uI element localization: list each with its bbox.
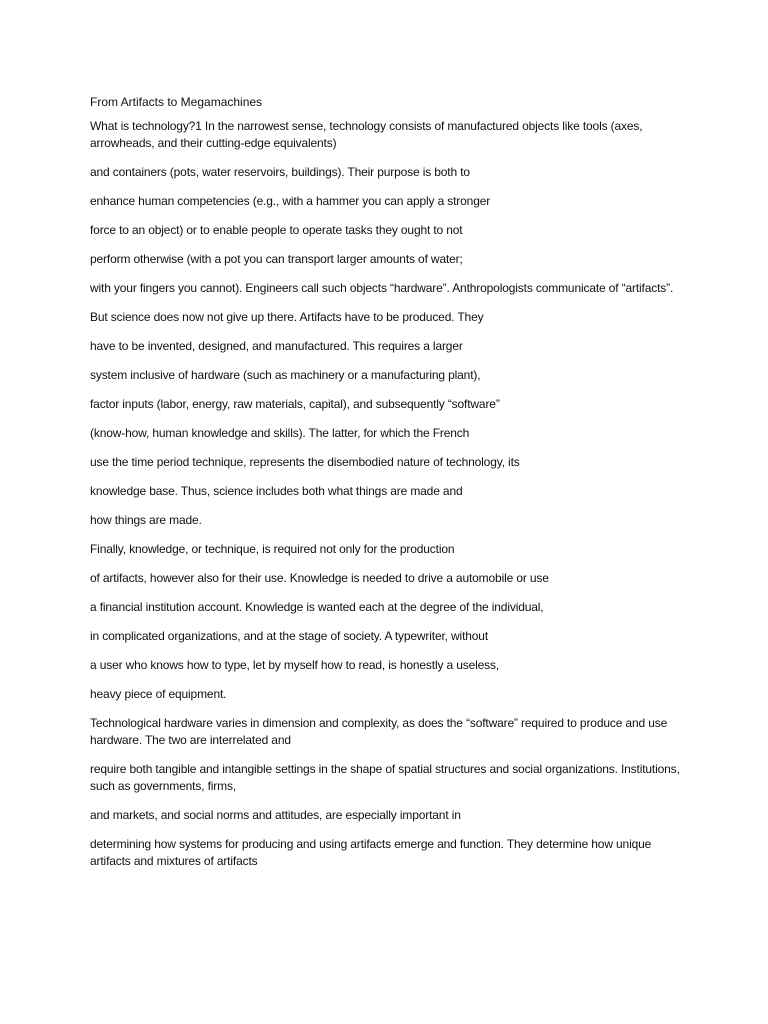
paragraph: factor inputs (labor, energy, raw materials, capital), and subsequently “software” (90, 397, 500, 411)
paragraph: enhance human competencies (e.g., with a hammer you can apply a stronger (90, 194, 491, 208)
paragraph: require both tangible and intangible settings in the shape of spatial structures and social organizations. Institutions, such as governments, firms, (90, 762, 680, 793)
paragraph: (know-how, human knowledge and skills). The latter, for which the French (90, 426, 470, 440)
paragraph: a user who knows how to type, let by myself how to read, is honestly a useless, (90, 658, 500, 672)
paragraph: heavy piece of equipment. (90, 687, 227, 701)
document-page (90, 94, 690, 882)
paragraph: in complicated organizations, and at the stage of society. A typewriter, without (90, 629, 489, 643)
paragraph: have to be invented, designed, and manufactured. This requires a larger (90, 339, 463, 353)
paragraph: a financial institution account. Knowledge is wanted each at the degree of the individual, (90, 600, 544, 614)
paragraph: determining how systems for producing and using artifacts emerge and function. They determine how unique artifacts and mixtures of artifacts (90, 837, 652, 868)
paragraph: and markets, and social norms and attitudes, are especially important in (90, 808, 461, 822)
paragraph: Finally, knowledge, or technique, is required not only for the production (90, 542, 455, 556)
paragraph: how things are made. (90, 513, 202, 527)
paragraph: Technological hardware varies in dimension and complexity, as does the “software” required to produce and use hardware. The two are interrelated and (90, 716, 668, 747)
paragraph: What is technology?1 In the narrowest sense, technology consists of manufactured objects like tools (axes, arrowheads, and their cutting-edge equivalents) (90, 119, 643, 150)
paragraph: system inclusive of hardware (such as machinery or a manufacturing plant), (90, 368, 481, 382)
paragraph: use the time period technique, represents the disembodied nature of technology, its (90, 455, 520, 469)
paragraph: force to an object) or to enable people to operate tasks they ought to not (90, 223, 463, 237)
document-title: From Artifacts to Megamachines (90, 95, 263, 109)
paragraph: knowledge base. Thus, science includes both what things are made and (90, 484, 463, 498)
paragraph: of artifacts, however also for their use. Knowledge is needed to drive a automobile or use (90, 571, 549, 585)
paragraph: and containers (pots, water reservoirs, buildings). Their purpose is both to (90, 165, 470, 179)
paragraph: But science does now not give up there. Artifacts have to be produced. They (90, 310, 484, 324)
paragraph: with your fingers you cannot). Engineers call such objects “hardware”. Anthropologists communicate of “artifacts”. (90, 281, 674, 295)
paragraph: perform otherwise (with a pot you can transport larger amounts of water; (90, 252, 463, 266)
